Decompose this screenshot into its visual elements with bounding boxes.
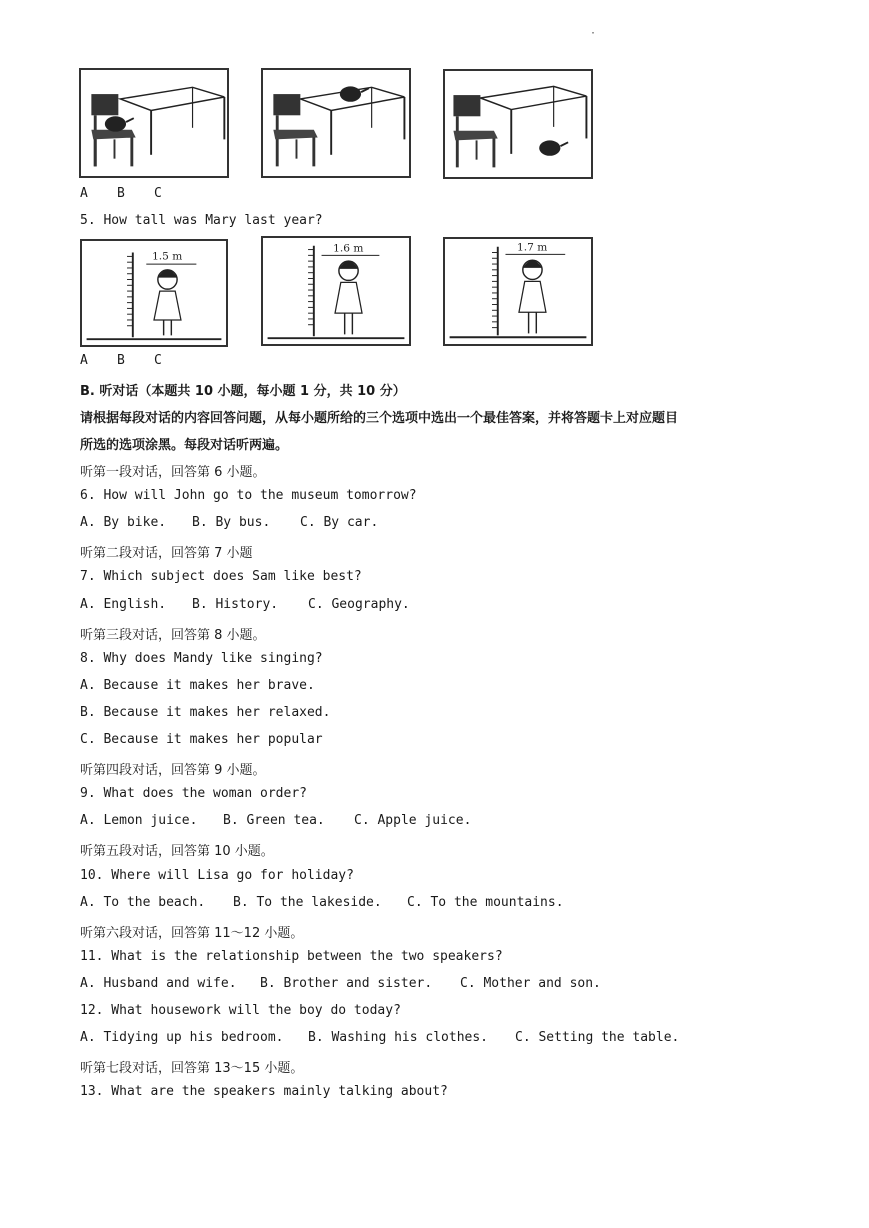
q4-picture-c — [443, 69, 593, 179]
q5-label-c: C — [154, 353, 162, 368]
q5-question: 5. How tall was Mary last year? — [80, 213, 323, 228]
q5-height-c: 1.7 m — [517, 241, 548, 254]
option-b: B. Green tea. — [223, 813, 325, 829]
q4-picture-b — [261, 68, 411, 178]
option-c: C. Apple juice. — [354, 813, 472, 829]
dialogue-instruction: 听第一段对话，回答第 6 小题。 — [80, 465, 266, 480]
option-c: C. By car. — [300, 515, 379, 531]
top-mark: · — [590, 28, 597, 39]
section-b-instructions-line-1: 请根据每段对话的内容回答问题，从每小题所给的三个选项中选出一个最佳答案，并将答题卡上对应题目 — [80, 411, 679, 426]
question-line: 9. What does the woman order? — [80, 786, 307, 802]
q4-label-a: A — [80, 186, 88, 201]
q5-height-b: 1.6 m — [333, 242, 364, 255]
dialogue-instruction: 听第五段对话，回答第 10 小题。 — [80, 844, 274, 860]
question-line: 11. What is the relationship between the two speakers? — [80, 948, 503, 964]
question-line: 6. How will John go to the museum tomorrow? — [80, 488, 417, 504]
option-a: A. By bike. — [80, 515, 167, 531]
option-a: A. English. — [80, 596, 167, 612]
option-b: B. By bus. — [192, 515, 271, 531]
dialogue-instruction: 听第三段对话，回答第 8 小题。 — [80, 627, 266, 643]
q5-label-a: A — [80, 353, 88, 368]
option-b: B. To the lakeside. — [233, 894, 382, 910]
q4-picture-a — [79, 68, 229, 178]
section-b-instructions-line-2: 所选的选项涂黑。每段对话听两遍。 — [80, 438, 289, 453]
dialogue-instruction: 听第二段对话，回答第 7 小题 — [80, 546, 253, 562]
question-line: 8. Why does Mandy like singing? — [80, 650, 323, 666]
question-line: 12. What housework will the boy do today? — [80, 1003, 401, 1018]
option-a: A. Tidying up his bedroom. — [80, 1030, 284, 1046]
dialogue-instruction: 听第七段对话，回答第 13～15 小题。 — [80, 1061, 304, 1077]
option-a: A. Lemon juice. — [80, 813, 198, 829]
q5-label-b: B — [117, 353, 125, 368]
dialogue-instruction: 听第四段对话，回答第 9 小题。 — [80, 763, 266, 779]
q5-picture-a — [80, 239, 228, 347]
option-a: A. Husband and wife. — [80, 975, 237, 991]
q5-picture-c — [443, 237, 593, 346]
question-line: 7. Which subject does Sam like best? — [80, 569, 362, 585]
option-a: A. To the beach. — [80, 894, 206, 910]
option-b: B. Brother and sister. — [260, 975, 433, 991]
question-line: B. Because it makes her relaxed. — [80, 704, 331, 720]
question-line: 13. What are the speakers mainly talking about? — [80, 1084, 448, 1100]
option-b: B. Washing his clothes. — [308, 1030, 489, 1046]
q4-label-c: C — [154, 186, 162, 201]
question-line: C. Because it makes her popular — [80, 732, 323, 747]
question-line: 10. Where will Lisa go for holiday? — [80, 867, 354, 883]
q5-height-a: 1.5 m — [152, 250, 183, 263]
option-c: C. To the mountains. — [407, 894, 564, 910]
option-c: C. Mother and son. — [460, 975, 601, 991]
q5-picture-b — [261, 236, 411, 346]
option-c: C. Geography. — [308, 596, 410, 612]
option-c: C. Setting the table. — [515, 1030, 680, 1046]
question-line: A. Because it makes her brave. — [80, 677, 315, 693]
q4-label-b: B — [117, 186, 125, 201]
section-b-title: B. 听对话（本题共 10 小题，每小题 1 分，共 10 分） — [80, 384, 406, 399]
dialogue-instruction: 听第六段对话，回答第 11～12 小题。 — [80, 925, 304, 941]
option-b: B. History. — [192, 596, 279, 612]
